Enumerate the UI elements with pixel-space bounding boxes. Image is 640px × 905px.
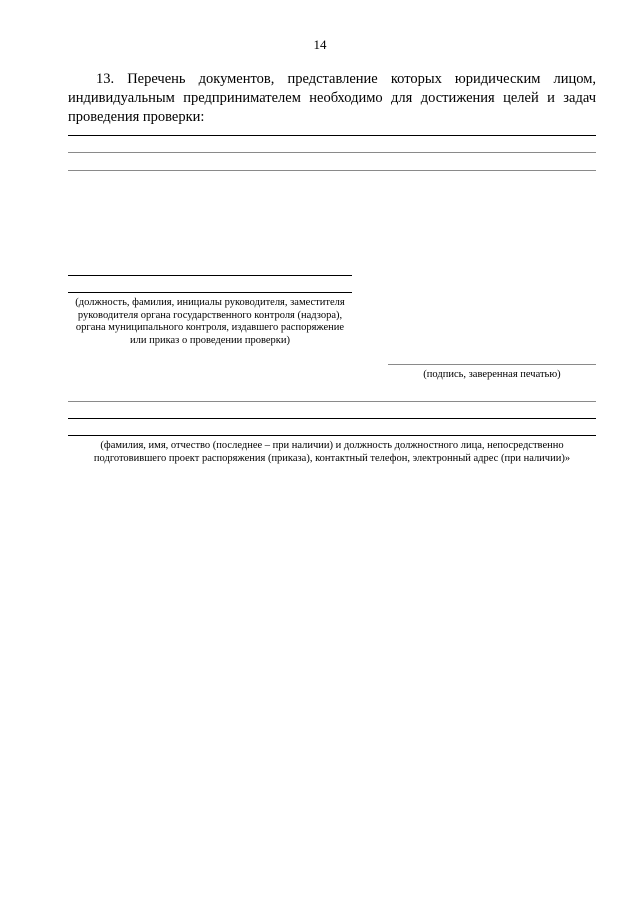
preparer-line-1 bbox=[68, 401, 596, 402]
official-position-line-2 bbox=[68, 292, 352, 293]
documents-fill-line-1 bbox=[68, 135, 596, 136]
page-number: 14 bbox=[313, 37, 327, 52]
item-13-text: 13. Перечень документов, представление которых юридическим лицом, индивидуальным предпринимателем необходимо для достижения целей и задач проведения проверки: bbox=[68, 71, 596, 125]
preparer-line-3 bbox=[68, 435, 596, 436]
official-caption-line-4: или приказ о проведении проверки) bbox=[129, 334, 290, 346]
official-position-caption bbox=[60, 297, 360, 347]
documents-fill-line-3 bbox=[68, 170, 596, 171]
official-caption-line-3: органа муниципального контроля, издавшего распоряжение bbox=[75, 322, 345, 333]
signature-caption: (подпись, заверенная печатью) bbox=[423, 369, 561, 380]
preparer-caption-line-1: (фамилия, имя, отчество (последнее – при наличии) и должность должностного лица, непосредственно bbox=[100, 440, 564, 451]
official-position-line-1 bbox=[68, 275, 352, 276]
preparer-caption bbox=[48, 440, 616, 465]
preparer-line-2 bbox=[68, 418, 596, 419]
preparer-caption-line-2: подготовившего проект распоряжения (приказа), контактный телефон, электронный адрес (при наличии)» bbox=[93, 452, 571, 464]
official-caption-line-2: руководителя органа государственного контроля (надзора), bbox=[77, 309, 343, 321]
documents-fill-line-2 bbox=[68, 152, 596, 153]
signature-line bbox=[388, 364, 596, 365]
official-caption-line-1: (должность, фамилия, инициалы руководителя, заместителя bbox=[75, 297, 345, 308]
